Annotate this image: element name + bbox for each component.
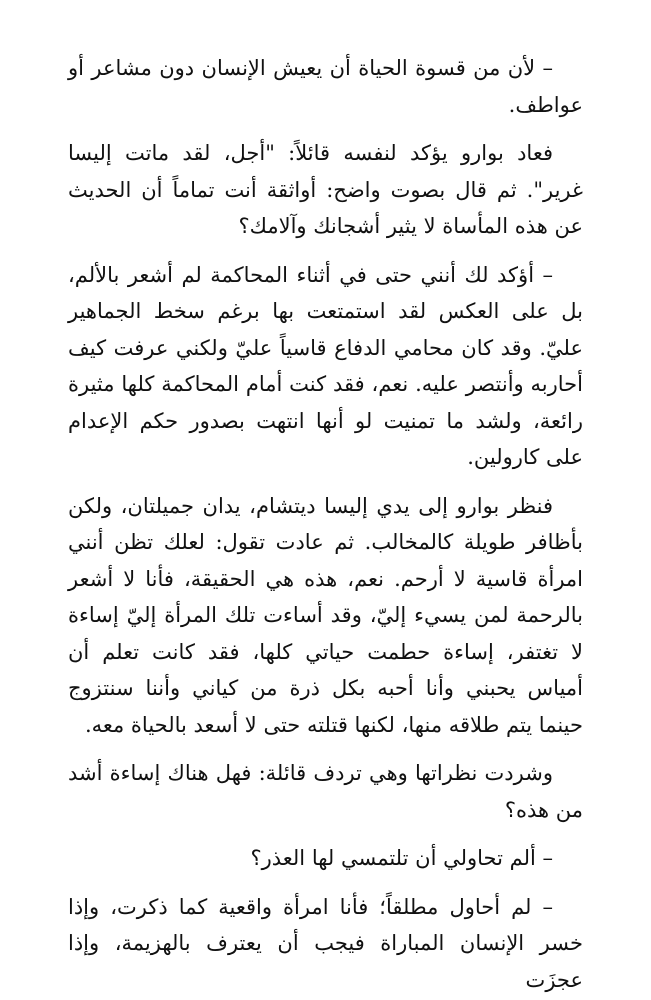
paragraph: – ألم تحاولي أن تلتمسي لها العذر؟ <box>250 846 553 870</box>
paragraph: وشردت نظراتها وهي تردف قائلة: فهل هناك إساءة أشد من هذه؟ <box>68 761 583 822</box>
paragraph: فنظر بوارو إلى يدي إليسا ديتشام، يدان جميلتان، ولكن بأظافر طويلة كالمخالب. ثم عادت تقول: لعلك تظن أنني امرأة قاسية لا أرحم. نعم، هذه هي الحقيقة، فأنا لا أشعر بالرحمة لمن يسيء إليّ، وقد أساءت تلك المرأة إليّ إساءة لا تغتفر، إساءة حطمت حياتي كلها، فقد كانت تعلم أن أمياس يحبني وأنا أحبه بكل ذرة من كياني وأننا سنتزوج حينما يتم طلاقه منها، لكنها قتلته حتى لا أسعد بالحياة معه. <box>68 493 583 737</box>
paragraph: فعاد بوارو يؤكد لنفسه قائلاً: "أجل، لقد ماتت إليسا غرير". ثم قال بصوت واضح: أواثقة أنت تماماً أن الحديث عن هذه المأساة لا يثير أشجانك وآلامك؟ <box>68 141 583 238</box>
paragraph: – لم أحاول مطلقاً؛ فأنا امرأة واقعية كما ذكرت، وإذا خسر الإنسان المباراة فيجب أن يعترف بالهزيمة، وإذا عجزَت <box>68 894 583 992</box>
paragraph: – أؤكد لك أنني حتى في أثناء المحاكمة لم أشعر بالألم، بل على العكس لقد استمتعت بها برغم سخط الجماهير عليّ. وقد كان محامي الدفاع قاسياً عليّ ولكني عرفت كيف أحاربه وأنتصر عليه. نعم، فقد كنت أمام المحاكمة كلها مثيرة رائعة، ولشد ما تمنيت لو أنها انتهت بصدور حكم الإعدام على كارولين. <box>68 262 583 469</box>
paragraph: – لأن من قسوة الحياة أن يعيش الإنسان دون مشاعر أو عواطف. <box>68 56 583 117</box>
